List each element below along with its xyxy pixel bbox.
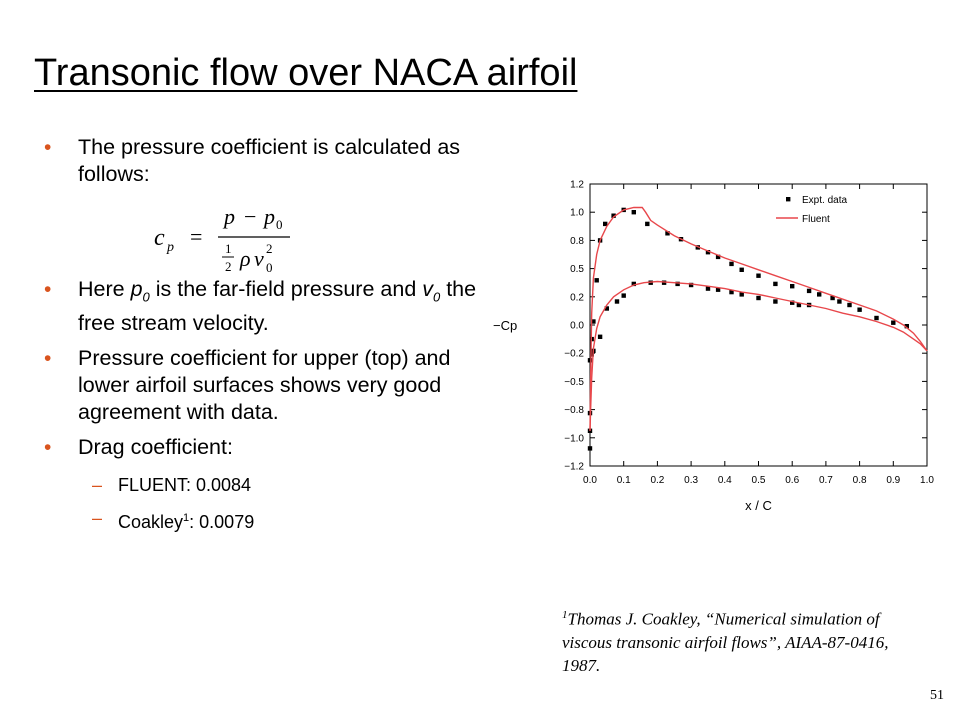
y-tick-label: 0.5 [570, 264, 584, 276]
expt-data-point [817, 292, 821, 296]
sub-bullet-text: FLUENT: 0.0084 [118, 475, 252, 496]
cp-chart [490, 172, 940, 522]
expt-data-point [807, 289, 811, 293]
x-tick-label: 0.7 [818, 475, 833, 486]
y-tick-label: 0.0 [570, 320, 584, 332]
bullet-item [44, 434, 484, 461]
footnote-text: Thomas J. Coakley, “Numerical simulation of viscous transonic airfoil flows”, AIAA-87-0416, 1987. [562, 609, 889, 675]
page-number: 51 [930, 688, 944, 703]
y-axis-label: −Cp [493, 318, 518, 333]
formula-equals: = [190, 224, 203, 249]
footnote-marker: 1 [562, 609, 568, 621]
legend-fluent-label: Fluent [802, 214, 830, 225]
expt-data-point [857, 308, 861, 312]
bullet-text: Drag coefficient: [78, 435, 233, 460]
bullet-item [44, 134, 484, 188]
x-axis-label: x / C [745, 498, 772, 513]
x-tick-label: 0.1 [616, 475, 631, 486]
sub-bullet-text: Coakley$^1$: 0.0079 [118, 512, 255, 533]
sub-bullet-dash: – [92, 508, 103, 529]
expt-data-point [874, 316, 878, 320]
bullet-text: Here $p_0$ is the far-field pressure and $v_0$ the free stream velocity. [78, 277, 477, 336]
expt-data-point [588, 446, 592, 450]
bullet-list [44, 134, 484, 534]
y-tick-label: 0.2 [570, 292, 584, 304]
x-tick-label: 0.5 [751, 475, 766, 486]
y-tick-label: −0.2 [564, 348, 584, 360]
bullet-text: Pressure coefficient for upper (top) and lower airfoil surfaces shows very good agreement with data. [78, 346, 451, 425]
sub-bullet-dash: – [92, 475, 103, 496]
bullet-text: The pressure coefficient is calculated as follows: [78, 135, 461, 186]
expt-data-point [622, 293, 626, 297]
y-tick-label: 0.8 [570, 235, 584, 247]
formula-v-sub: 0 [266, 260, 273, 275]
legend-expt-label: Expt. data [802, 195, 848, 206]
formula-num-p: p [224, 204, 235, 229]
sub-bullet-item [44, 506, 484, 534]
expt-data-point [773, 282, 777, 286]
bullet-dot: • [44, 278, 52, 301]
formula-num-p0: p [264, 204, 275, 229]
x-tick-label: 1.0 [920, 475, 934, 486]
x-tick-label: 0.2 [650, 475, 665, 486]
x-tick-label: 0.6 [785, 475, 800, 486]
expt-data-point [632, 210, 636, 214]
expt-data-point [645, 222, 649, 226]
formula-cp-sub: p [167, 240, 174, 255]
formula-cp: c [154, 225, 165, 251]
expt-data-point [598, 335, 602, 339]
expt-data-point [837, 299, 841, 303]
expt-data-point [740, 268, 744, 272]
formula-v-sup: 2 [266, 241, 273, 256]
formula-v: v [254, 246, 264, 271]
sub-bullet-item [44, 473, 484, 497]
formula-half-den: 2 [225, 259, 232, 274]
formula-num-sub: 0 [276, 217, 283, 232]
formula-rho: ρ [240, 246, 251, 271]
expt-data-point [773, 299, 777, 303]
x-tick-label: 0.8 [852, 475, 867, 486]
y-tick-label: −0.5 [564, 376, 584, 388]
y-tick-label: 1.0 [570, 207, 584, 219]
bullet-dot: • [44, 347, 52, 371]
formula-half-num: 1 [225, 241, 232, 256]
expt-data-point [615, 299, 619, 303]
y-tick-label: −1.2 [564, 461, 584, 473]
expt-data-point [756, 274, 760, 278]
footnote [562, 604, 902, 677]
expt-data-point [790, 284, 794, 288]
bullet-dot: • [44, 136, 52, 159]
x-tick-label: 0.0 [583, 475, 597, 486]
formula-minus: − [244, 204, 257, 229]
expt-data-point [729, 262, 733, 266]
expt-data-point [847, 303, 851, 307]
expt-data-point [595, 278, 599, 282]
y-tick-label: 1.2 [570, 179, 584, 191]
slide-title: Transonic flow over NACA airfoil [34, 52, 578, 94]
expt-data-point [891, 321, 895, 325]
x-tick-label: 0.9 [886, 475, 901, 486]
expt-data-point [756, 296, 760, 300]
x-tick-label: 0.4 [717, 475, 732, 486]
legend-expt-marker [786, 197, 790, 201]
pressure-coefficient-formula [150, 198, 320, 278]
fluent-line [590, 282, 927, 431]
y-tick-label: −0.8 [564, 405, 584, 417]
x-tick-label: 0.3 [684, 475, 699, 486]
bullet-item [44, 276, 484, 337]
bullet-item [44, 345, 484, 426]
bullet-dot: • [44, 436, 52, 460]
y-tick-label: −1.0 [564, 433, 584, 445]
